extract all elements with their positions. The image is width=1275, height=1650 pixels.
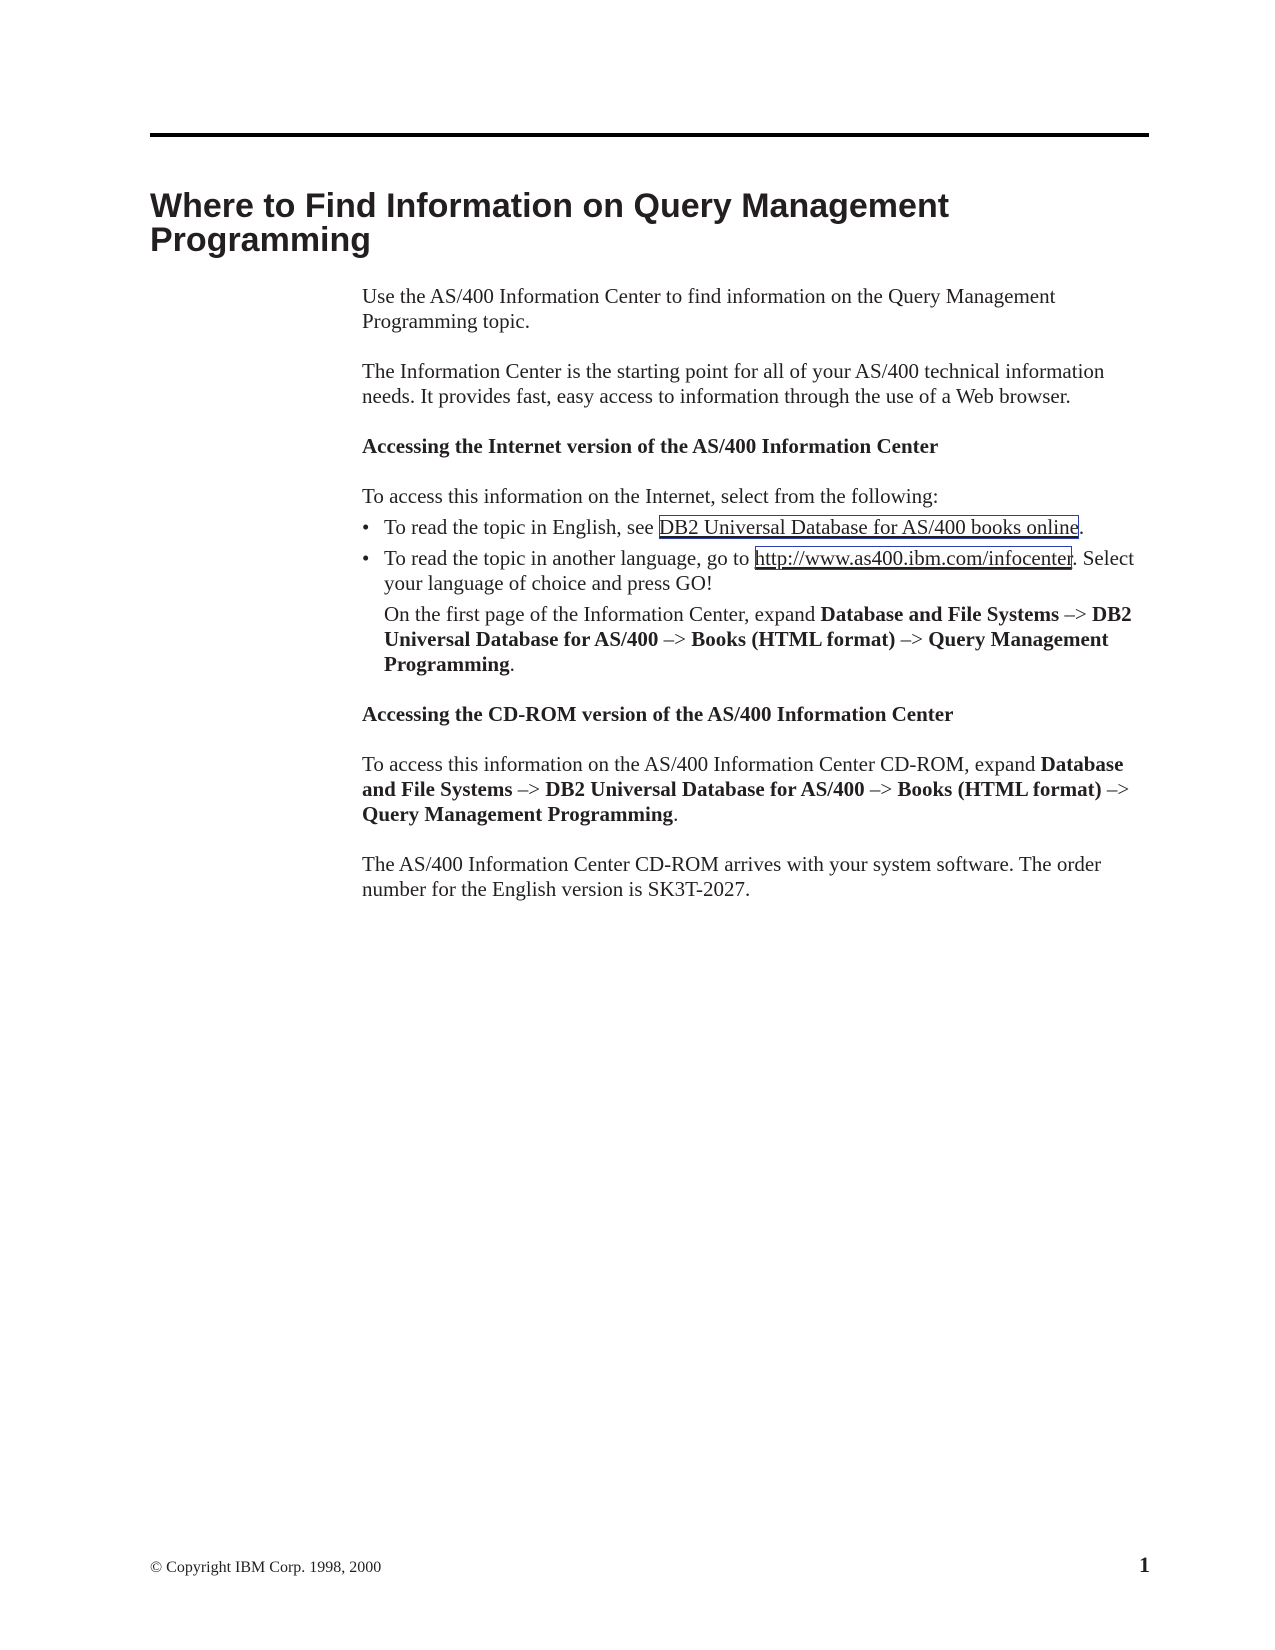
list-item — [362, 546, 1152, 677]
nav-step-books: Books (HTML format) — [897, 777, 1102, 801]
nav-step-db2: DB2 Universal Database for AS/400 — [384, 602, 1132, 651]
item-text-end: . — [1078, 515, 1085, 539]
document-body — [362, 284, 1152, 902]
intro-paragraph-1: Use the AS/400 Information Center to find information on the Query Management Programming topic. — [362, 284, 1056, 333]
page-title: Where to Find Information on Query Management Programming — [150, 187, 950, 259]
item-text: To read the topic in another language, go to — [384, 546, 755, 570]
nav-step-query: Query Management Programming — [384, 627, 1109, 676]
top-rule — [150, 133, 1149, 137]
item-text: To read the topic in English, see — [384, 515, 659, 539]
page-number: 1 — [1139, 1552, 1150, 1577]
nav-arrow: –> — [864, 777, 898, 801]
internet-section-heading: Accessing the Internet version of the AS/400 Information Center — [362, 434, 939, 458]
nav-step-database: Database and File Systems — [820, 602, 1060, 626]
bullet-icon: • — [362, 546, 370, 570]
instruction-end: . — [509, 652, 515, 676]
navigation-instructions — [384, 602, 1152, 677]
nav-arrow: –> — [512, 777, 546, 801]
nav-arrow: –> — [1101, 777, 1130, 801]
item-text-end: . Select your language of choice and press GO! — [384, 546, 1135, 595]
cdrom-instructions — [362, 752, 1152, 827]
nav-step-query: Query Management Programming — [362, 802, 674, 826]
bullet-icon: • — [362, 515, 370, 539]
internet-options-list — [362, 515, 1152, 677]
instruction-text: On the first page of the Information Center, expand — [384, 602, 821, 626]
cdrom-order-paragraph: The AS/400 Information Center CD-ROM arrives with your system software. The order number for the English version is SK3T-2027. — [362, 852, 1102, 901]
nav-arrow: –> — [895, 627, 929, 651]
nav-arrow: –> — [658, 627, 692, 651]
cdrom-section-heading: Accessing the CD-ROM version of the AS/400 Information Center — [362, 702, 954, 726]
nav-step-db2: DB2 Universal Database for AS/400 — [545, 777, 865, 801]
nav-step-books: Books (HTML format) — [691, 627, 896, 651]
list-item — [362, 515, 1152, 540]
english-books-link[interactable]: DB2 Universal Database for AS/400 books online — [658, 515, 1079, 539]
nav-step-database: Database and File Systems — [362, 752, 1124, 801]
instruction-end: . — [673, 802, 679, 826]
instruction-text: To access this information on the AS/400 Information Center CD-ROM, expand — [362, 752, 1041, 776]
infocenter-url-link[interactable]: http://www.as400.ibm.com/infocenter — [754, 546, 1073, 570]
intro-paragraph-2: The Information Center is the starting point for all of your AS/400 technical information needs. It provides fast, easy access to information through the use of a Web browser. — [362, 359, 1105, 408]
copyright-notice: © Copyright IBM Corp. 1998, 2000 — [150, 1559, 382, 1576]
nav-arrow: –> — [1059, 602, 1092, 626]
internet-lead-text: To access this information on the Internet, select from the following: — [362, 484, 939, 508]
